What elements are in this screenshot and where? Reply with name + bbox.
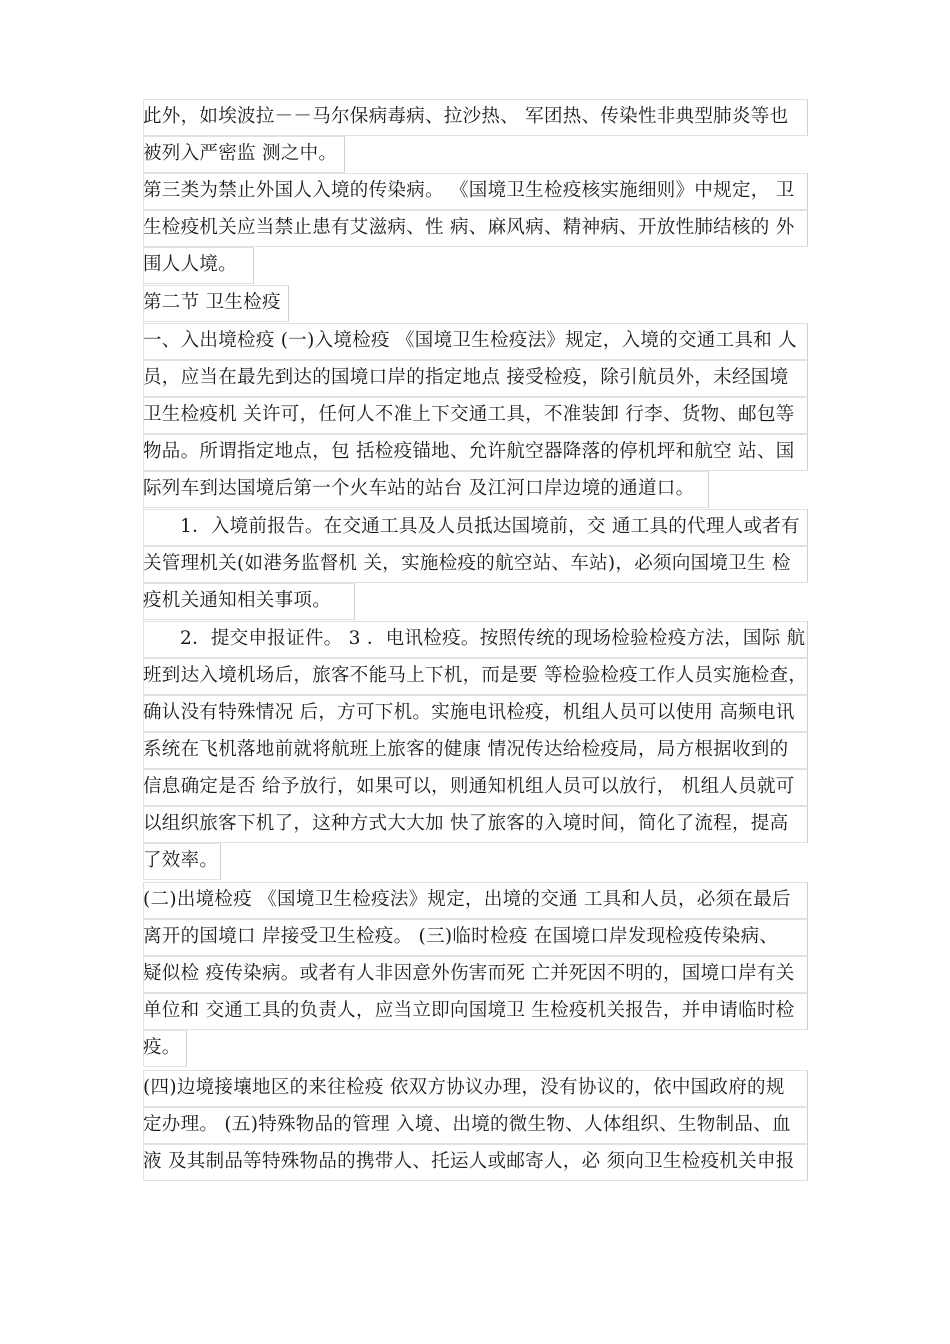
section-title: 第二节 卫生检疫 xyxy=(143,285,281,322)
text-line: 围人人境。 xyxy=(143,247,795,284)
text-line: 生检疫机关应当禁止患有艾滋病、性 病、麻风病、精神病、开放性肺结核的 外 xyxy=(143,210,795,247)
text-line: 确认没有特殊情况 后，方可下机。实施电讯检疫，机组人员可以使用 高频电讯 xyxy=(143,695,807,732)
text-line: 关管理机关(如港务监督机 关，实施检疫的航空站、车站)，必须向国境卫生 检 xyxy=(143,546,800,583)
text-line: 班到达入境机场后，旅客不能马上下机，而是要 等检验检疫工作人员实施检查， xyxy=(143,658,807,695)
text-line: 第三类为禁止外国人入境的传染病。 《国境卫生检疫核实施细则》中规定， 卫 xyxy=(143,173,795,210)
text-line: 员，应当在最先到达的国境口岸的指定地点 接受检疫，除引航员外，未经国境 xyxy=(143,360,797,397)
section-heading xyxy=(143,285,281,322)
text-line: 信息确定是否 给予放行，如果可以，则通知机组人员可以放行， 机组人员就可 xyxy=(143,769,807,806)
paragraph-telecom-quarantine xyxy=(143,621,807,880)
text-line: 此外，如埃波拉－－马尔保病毒病、拉沙热、 军团热、传染性非典型肺炎等也 xyxy=(143,99,788,136)
paragraph-class-three xyxy=(143,173,795,284)
text-line: 疫机关通知相关事项。 xyxy=(143,583,800,620)
text-line: 际列车到达国境后第一个火车站的站台 及江河口岸边境的通道口。 xyxy=(143,471,797,508)
text-line: 定办理。 (五)特殊物品的管理 入境、出境的微生物、人体组织、生物制品、血 xyxy=(143,1107,795,1144)
text-line: 以组织旅客下机了，这种方式大大加 快了旅客的入境时间，简化了流程，提高 xyxy=(143,806,807,843)
paragraph-entry-quarantine xyxy=(143,323,797,508)
paragraph-pre-entry-report xyxy=(143,509,800,620)
text-line: (二)出境检疫 《国境卫生检疫法》规定，出境的交通 工具和人员，必须在最后 xyxy=(143,882,795,919)
text-line: 疫。 xyxy=(143,1030,795,1067)
text-line: 了效率。 xyxy=(143,843,807,880)
paragraph-exit-quarantine xyxy=(143,882,795,1067)
text-line: 系统在飞机落地前就将航班上旅客的健康 情况传达给检疫局，局方根据收到的 xyxy=(143,732,807,769)
text-line: 单位和 交通工具的负责人，应当立即向国境卫 生检疫机关报告，并申请临时检 xyxy=(143,993,795,1030)
text-line: 离开的国境口 岸接受卫生检疫。 (三)临时检疫 在国境口岸发现检疫传染病、 xyxy=(143,919,795,956)
text-line: 2．提交申报证件。 3 ．电讯检疫。按照传统的现场检验检疫方法，国际 航 xyxy=(143,621,807,658)
text-line: 一、入出境检疫 (一)入境检疫 《国境卫生检疫法》规定，入境的交通工具和 人 xyxy=(143,323,797,360)
paragraph-border-quarantine xyxy=(143,1070,795,1181)
text-line: 液 及其制品等特殊物品的携带人、托运人或邮寄人，必 须向卫生检疫机关申报 xyxy=(143,1144,795,1181)
text-line: 疑似检 疫传染病。或者有人非因意外伤害而死 亡并死因不明的，国境口岸有关 xyxy=(143,956,795,993)
text-line: 卫生检疫机 关许可，任何人不准上下交通工具，不准装卸 行李、货物、邮包等 xyxy=(143,397,797,434)
text-line: (四)边境接壤地区的来往检疫 依双方协议办理，没有协议的，依中国政府的规 xyxy=(143,1070,795,1107)
text-line: 物品。所谓指定地点，包 括检疫锚地、允许航空器降落的停机坪和航空 站、国 xyxy=(143,434,797,471)
text-line: 被列入严密监 测之中。 xyxy=(143,136,788,173)
text-line: 1．入境前报告。在交通工具及人员抵达国境前，交 通工具的代理人或者有 xyxy=(143,509,800,546)
paragraph-ebola xyxy=(143,99,788,173)
